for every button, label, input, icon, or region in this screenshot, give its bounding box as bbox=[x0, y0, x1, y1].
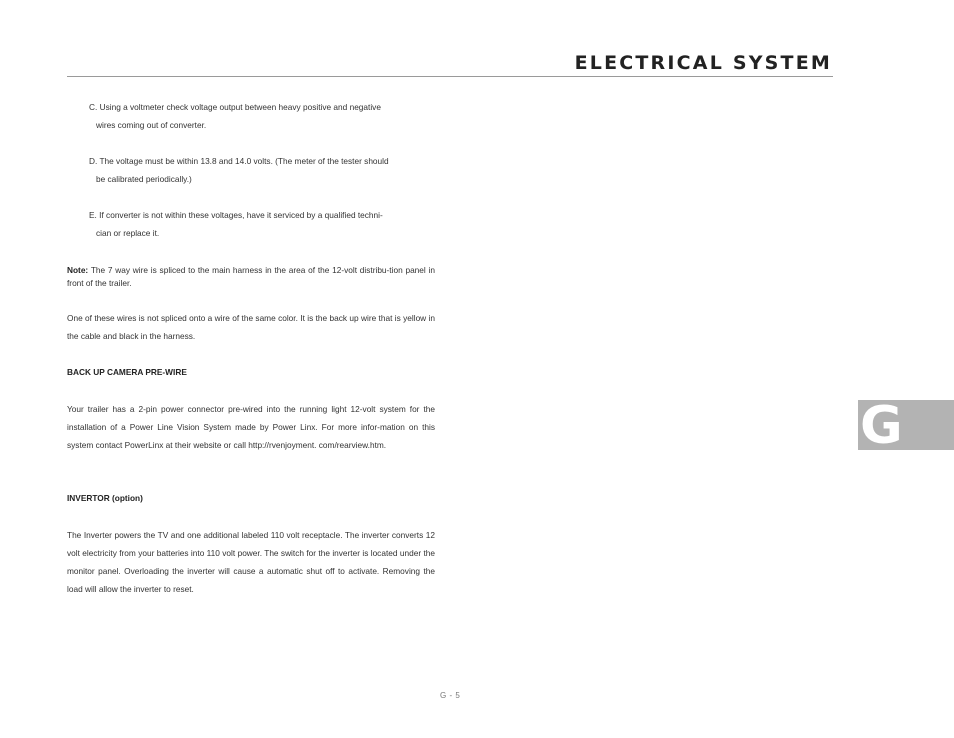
section-tab-letter: G bbox=[860, 400, 903, 450]
invertor-paragraph: The Inverter powers the TV and one additional labeled 110 volt receptacle. The inverter converts 12 volt electricity from your batteries into 110 volt power. The switch for the inverter is located under the monitor panel. Overloading the inverter will cause a automatic shut off to activate. Removing the load will allow the inverter to reset. bbox=[67, 530, 435, 594]
step-c-line2: wires coming out of converter. bbox=[96, 120, 207, 130]
step-d-line2: be calibrated periodically.) bbox=[96, 174, 192, 184]
splice-paragraph: One of these wires is not spliced onto a wire of the same color. It is the back up wire that is yellow in the cable and black in the harness. bbox=[67, 313, 435, 341]
camera-heading: BACK UP CAMERA PRE-WIRE bbox=[67, 367, 187, 377]
note-paragraph bbox=[67, 264, 435, 290]
page-number: G - 5 bbox=[440, 691, 461, 700]
chapter-title: ELECTRICAL SYSTEM bbox=[574, 52, 832, 74]
step-c bbox=[89, 98, 435, 134]
step-d-line1: D. The voltage must be within 13.8 and 14.0 volts. (The meter of the tester should bbox=[89, 156, 389, 166]
invertor-heading: INVERTOR (option) bbox=[67, 493, 143, 503]
step-e-line1: E. If converter is not within these voltages, have it serviced by a qualified techni- bbox=[89, 210, 383, 220]
step-e bbox=[89, 206, 435, 242]
note-label: Note: bbox=[67, 265, 89, 275]
note-text: The 7 way wire is spliced to the main harness in the area of the 12-volt distribu-tion panel in front of the trailer. bbox=[67, 265, 435, 288]
header-rule bbox=[67, 76, 833, 77]
step-e-line2: cian or replace it. bbox=[96, 228, 160, 238]
camera-paragraph: Your trailer has a 2-pin power connector pre-wired into the running light 12-volt system for the installation of a Power Line Vision System made by Power Linx. For more infor-mation on this system contact PowerLinx at their website or call http://rvenjoyment. com/rearview.htm. bbox=[67, 404, 435, 450]
step-c-line1: C. Using a voltmeter check voltage output between heavy positive and negative bbox=[89, 102, 381, 112]
section-tab bbox=[858, 400, 954, 450]
step-d bbox=[89, 152, 435, 188]
